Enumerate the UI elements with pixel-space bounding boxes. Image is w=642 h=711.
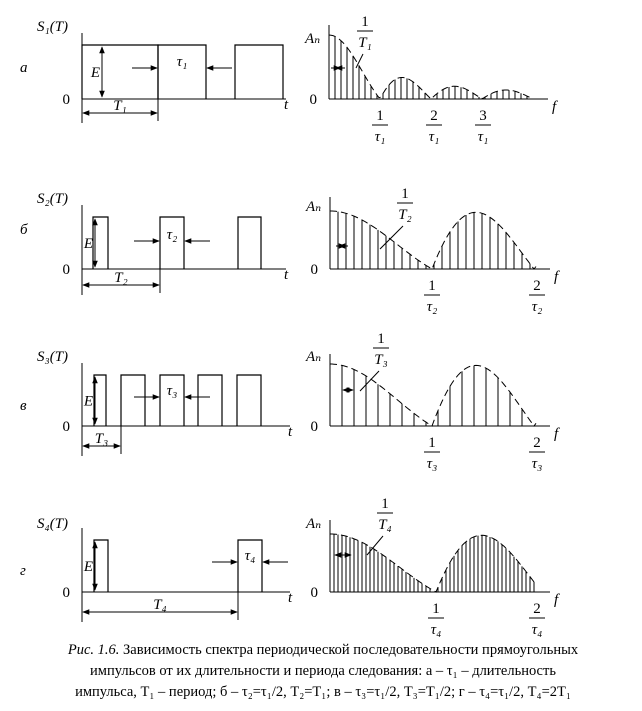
period-label: T₁ — [113, 98, 127, 114]
line-spacing-label-den: T₃ — [374, 352, 388, 368]
spectrum-axis-label: Aₙ — [306, 199, 322, 215]
zero-label-2 — [529, 601, 545, 638]
frequency-axis-label: f — [554, 426, 559, 442]
pulse-2 — [160, 217, 184, 269]
pulse-1 — [94, 540, 108, 592]
spectrum-envelope — [330, 364, 536, 426]
period-label: T₄ — [153, 597, 167, 613]
zero-label-1-den: τ₂ — [426, 299, 438, 315]
panel-2 — [20, 186, 560, 315]
spectrum-origin-label: 0 — [310, 262, 318, 278]
panels — [20, 14, 560, 638]
zero-label-2-den: τ₂ — [531, 299, 543, 315]
line-spacing-leader — [380, 226, 403, 249]
spectrum-axis-label: Aₙ — [306, 349, 322, 365]
period-label: T₂ — [114, 270, 128, 286]
pulse-width-label: τ₃ — [166, 383, 178, 399]
line-spacing-label-num: 1 — [381, 496, 389, 512]
spectrum-envelope — [330, 211, 536, 269]
line-spacing-label-num: 1 — [361, 14, 369, 30]
spectrum-origin-label: 0 — [310, 419, 318, 435]
pulse-3 — [235, 45, 283, 99]
zero-label-2 — [426, 108, 442, 145]
frequency-axis-label: f — [554, 592, 559, 608]
pulse-width-label: τ₄ — [244, 548, 256, 564]
pulse-5 — [237, 375, 261, 426]
time-axis-label: t — [288, 424, 293, 440]
time-axis-label: t — [284, 97, 289, 113]
spectrum-origin-label: 0 — [309, 92, 317, 108]
zero-label-1-num: 1 — [432, 601, 440, 617]
panel-letter: а — [20, 60, 28, 76]
zero-label-1 — [372, 108, 388, 145]
zero-label-1-num: 1 — [428, 278, 436, 294]
zero-label-1-den: τ₄ — [430, 622, 442, 638]
line-spacing-label-den: T₂ — [398, 207, 412, 223]
signal-label: S₄(T) — [37, 516, 69, 532]
amplitude-label: E — [83, 236, 93, 252]
frequency-axis-label: f — [554, 269, 559, 285]
panel-4 — [20, 496, 560, 638]
zero-label-2-den: τ₁ — [428, 129, 440, 145]
line-spacing-label-den: T₁ — [358, 35, 372, 51]
zero-label-1-num: 1 — [428, 435, 436, 451]
signal-label: S₃(T) — [37, 349, 69, 365]
line-spacing-label — [373, 331, 389, 368]
amplitude-label: E — [90, 65, 100, 81]
pulse-2 — [121, 375, 145, 426]
signal-label: S₁(T) — [37, 19, 69, 35]
pulse-width-label: τ₂ — [166, 227, 178, 243]
line-spacing-label-den: T₄ — [378, 517, 392, 533]
caption-line-3: импульса, T₁ – период; б – τ₂=τ₁/2, T₂=T₁; в – τ₃=τ₁/2, T₃=T₁/2; г – τ₄=τ₁/2, T₄=2T₁ — [75, 684, 571, 700]
amplitude-label: E — [83, 393, 93, 410]
zero-label-2 — [529, 435, 545, 472]
spectrum-axis-label: Aₙ — [306, 516, 322, 532]
origin-label: 0 — [62, 419, 70, 435]
line-spacing-label — [397, 186, 413, 223]
zero-label-1-den: τ₁ — [374, 129, 386, 145]
spectrum-envelope — [330, 534, 536, 592]
zero-label-2-num: 2 — [533, 435, 541, 451]
zero-label-3-den: τ₁ — [477, 129, 489, 145]
pulse-width-label: τ₁ — [176, 54, 188, 70]
line-spacing-label — [377, 496, 393, 533]
zero-label-3 — [475, 108, 491, 145]
pulse-4 — [198, 375, 222, 426]
amplitude-label: E — [83, 559, 93, 575]
zero-label-2-den: τ₃ — [531, 456, 543, 472]
spectrum-origin-label: 0 — [310, 585, 318, 601]
pulse-1 — [94, 375, 106, 426]
zero-label-2-num: 2 — [430, 108, 438, 124]
zero-label-2-num: 2 — [533, 278, 541, 294]
zero-label-1 — [424, 278, 440, 315]
zero-label-2-den: τ₄ — [531, 622, 543, 638]
figure-caption — [14, 640, 632, 703]
zero-label-1-num: 1 — [376, 108, 384, 124]
zero-label-3-num: 3 — [479, 108, 487, 124]
panel-letter: г — [20, 563, 26, 579]
caption-text-1: Зависимость спектра периодической последовательности прямоугольных — [123, 642, 579, 658]
spectrum-axis-label: Aₙ — [305, 31, 321, 47]
panel-letter: б — [20, 222, 28, 238]
line-spacing-leader — [367, 536, 383, 555]
panel-3 — [20, 331, 560, 472]
origin-label: 0 — [62, 92, 70, 108]
time-axis-label: t — [288, 590, 293, 606]
zero-label-2 — [529, 278, 545, 315]
origin-label: 0 — [62, 262, 70, 278]
caption-line-1 — [14, 640, 632, 661]
origin-label: 0 — [62, 585, 70, 601]
frequency-axis-label: f — [552, 99, 557, 115]
zero-label-1-den: τ₃ — [426, 456, 438, 472]
signal-label: S₂(T) — [37, 191, 69, 207]
pulse-3 — [238, 217, 261, 269]
zero-label-1 — [424, 435, 440, 472]
panel-1 — [20, 14, 558, 145]
caption-line-2: импульсов от их длительности и периода следования: а – τ₁ – длительность — [90, 663, 556, 679]
line-spacing-label — [357, 14, 373, 51]
time-axis-label: t — [284, 267, 289, 283]
caption-label: Рис. 1.6. — [67, 642, 120, 658]
period-label: T₃ — [94, 431, 109, 447]
line-spacing-label-num: 1 — [377, 331, 385, 347]
zero-label-1 — [428, 601, 444, 638]
panel-letter: в — [20, 398, 27, 414]
zero-label-2-num: 2 — [533, 601, 541, 617]
line-spacing-label-num: 1 — [401, 186, 409, 202]
